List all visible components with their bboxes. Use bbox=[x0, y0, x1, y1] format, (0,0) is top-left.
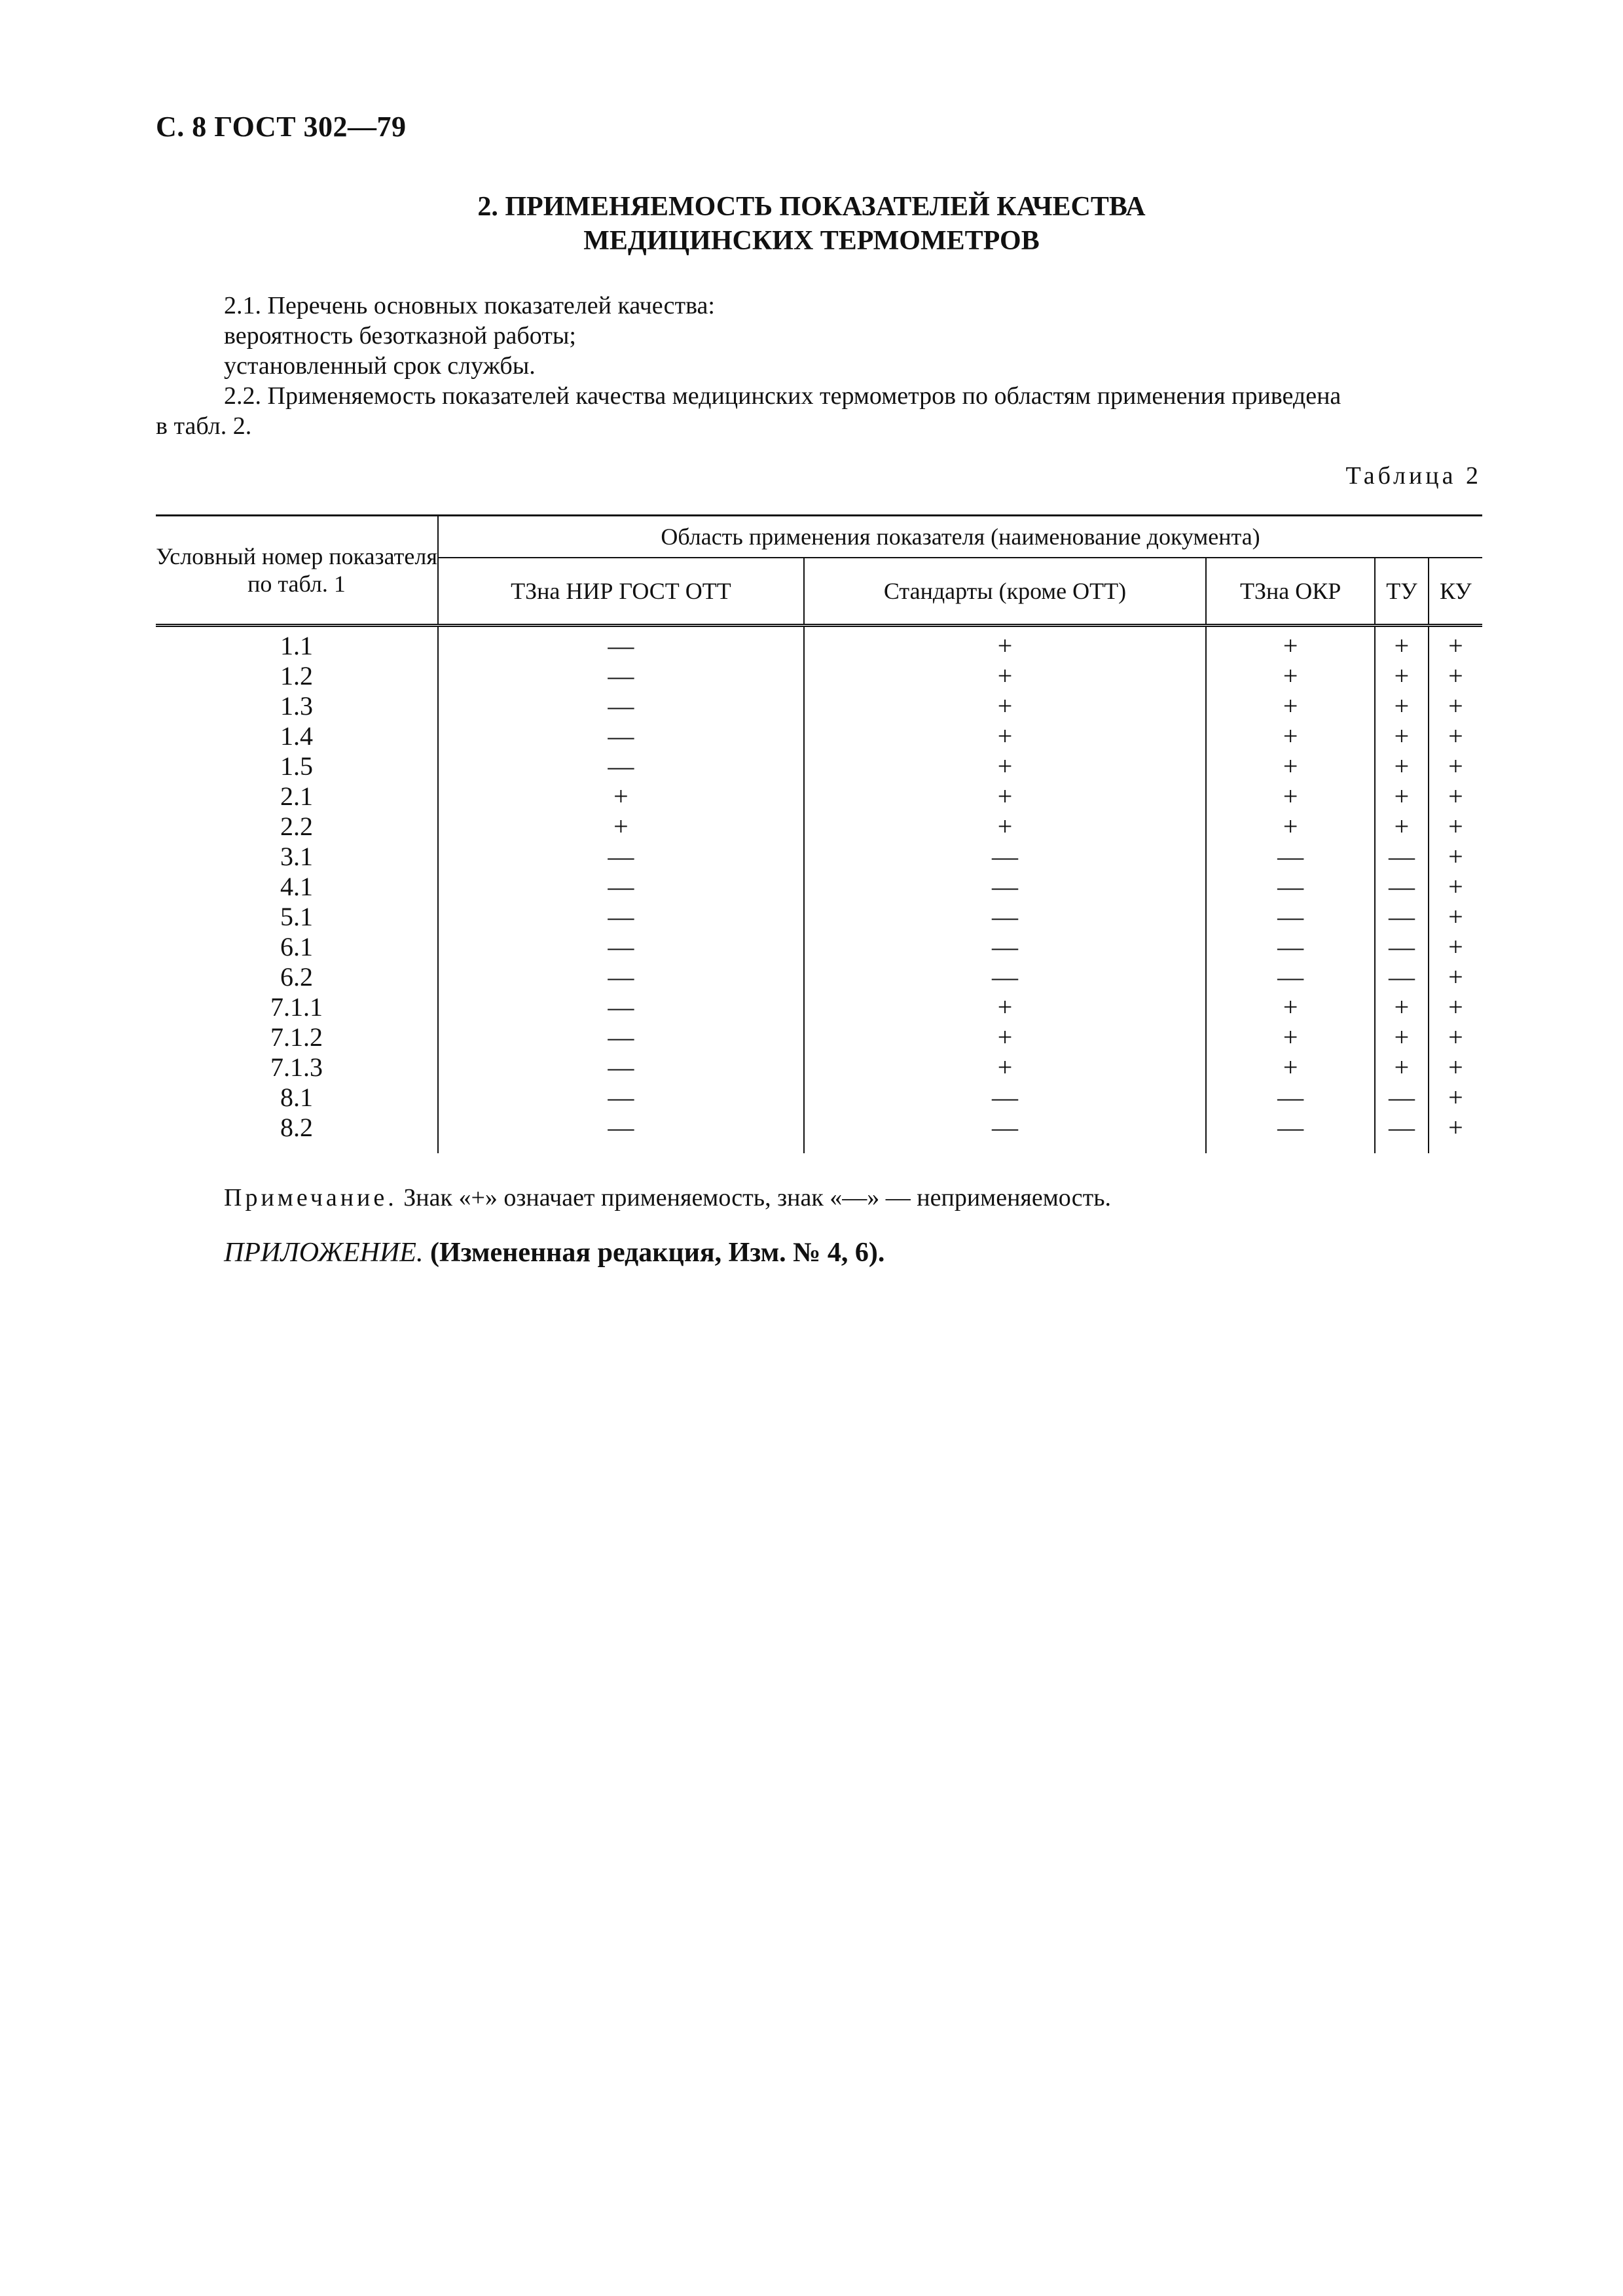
indicator-number-cell: 1.1 bbox=[280, 631, 313, 660]
applicability-cell: — bbox=[804, 932, 1206, 962]
appendix-reference bbox=[224, 1237, 884, 1268]
applicability-cell: + bbox=[804, 781, 1206, 812]
table-row bbox=[156, 691, 1482, 721]
applicability-cell: + bbox=[804, 751, 1206, 781]
paragraph-2-1-item-2: установленный срок службы. bbox=[224, 352, 536, 380]
applicability-cell: + bbox=[804, 1022, 1206, 1052]
indicator-number-cell: 2.2 bbox=[280, 812, 313, 841]
applicability-cell: — bbox=[1206, 932, 1375, 962]
applicability-cell: — bbox=[438, 626, 804, 662]
applicability-cell: + bbox=[1429, 872, 1482, 902]
applicability-cell: + bbox=[1429, 812, 1482, 842]
applicability-cell: + bbox=[1375, 992, 1429, 1022]
applicability-cell: — bbox=[438, 842, 804, 872]
table-row bbox=[156, 902, 1482, 932]
table-row bbox=[156, 962, 1482, 992]
applicability-cell: — bbox=[1206, 962, 1375, 992]
applicability-cell: — bbox=[438, 932, 804, 962]
applicability-cell: + bbox=[1429, 691, 1482, 721]
column-header: ТУ bbox=[1375, 558, 1429, 626]
table-row bbox=[156, 1022, 1482, 1052]
table-row bbox=[156, 721, 1482, 751]
applicability-cell: + bbox=[1375, 812, 1429, 842]
applicability-cell: — bbox=[1206, 902, 1375, 932]
indicator-number-cell: 1.5 bbox=[280, 751, 313, 781]
applicability-cell: — bbox=[438, 1113, 804, 1153]
indicator-number-cell: 1.3 bbox=[280, 691, 313, 721]
indicator-number-cell: 6.2 bbox=[280, 962, 313, 992]
applicability-cell: + bbox=[804, 626, 1206, 662]
applicability-cell: + bbox=[1429, 751, 1482, 781]
indicator-number-cell: 4.1 bbox=[280, 872, 313, 901]
table-row bbox=[156, 1113, 1482, 1153]
applicability-cell: + bbox=[1375, 661, 1429, 691]
applicability-cell: + bbox=[1429, 842, 1482, 872]
row-header: Условный номер показателя по табл. 1 bbox=[156, 516, 438, 626]
applicability-cell: — bbox=[1206, 1113, 1375, 1153]
table-row bbox=[156, 1083, 1482, 1113]
applicability-cell: — bbox=[804, 962, 1206, 992]
indicator-number-cell: 2.1 bbox=[280, 781, 313, 811]
applicability-cell: + bbox=[1429, 721, 1482, 751]
applicability-cell: — bbox=[1206, 842, 1375, 872]
applicability-cell: + bbox=[1429, 781, 1482, 812]
paragraph-2-1: 2.1. Перечень основных показателей качества: bbox=[224, 292, 715, 319]
indicator-number-cell: 8.2 bbox=[280, 1113, 313, 1142]
applicability-cell: — bbox=[438, 992, 804, 1022]
applicability-cell: + bbox=[1429, 1083, 1482, 1113]
indicator-number-cell: 7.1.1 bbox=[270, 992, 323, 1022]
applicability-cell: — bbox=[1375, 1083, 1429, 1113]
applicability-cell: + bbox=[1429, 1022, 1482, 1052]
indicator-number-cell: 8.1 bbox=[280, 1083, 313, 1112]
table-row bbox=[156, 872, 1482, 902]
applicability-cell: — bbox=[438, 1022, 804, 1052]
column-header: КУ bbox=[1429, 558, 1482, 626]
applicability-cell: + bbox=[804, 721, 1206, 751]
applicability-cell: + bbox=[1375, 1022, 1429, 1052]
applicability-cell: — bbox=[1375, 872, 1429, 902]
applicability-cell: + bbox=[1206, 751, 1375, 781]
indicator-number-cell: 1.2 bbox=[280, 661, 313, 691]
applicability-cell: + bbox=[1375, 1052, 1429, 1083]
applicability-cell: + bbox=[1206, 691, 1375, 721]
applicability-cell: + bbox=[1375, 781, 1429, 812]
appendix-label: ПРИЛОЖЕНИЕ. bbox=[224, 1238, 424, 1268]
appendix-text: (Измененная редакция, Изм. № 4, 6). bbox=[423, 1238, 885, 1268]
applicability-cell: — bbox=[438, 721, 804, 751]
applicability-cell: — bbox=[1375, 932, 1429, 962]
table-row bbox=[156, 812, 1482, 842]
note-text: Знак «+» означает применяемость, знак «—» — неприменяемость. bbox=[397, 1184, 1112, 1211]
applicability-cell: — bbox=[438, 661, 804, 691]
paragraph-2-1-item-1: вероятность безотказной работы; bbox=[224, 322, 576, 350]
paragraph-2-2: 2.2. Применяемость показателей качества медицинских термометров по областям применения приведена bbox=[224, 382, 1341, 410]
applicability-cell: + bbox=[804, 992, 1206, 1022]
applicability-cell: — bbox=[1375, 1113, 1429, 1153]
applicability-cell: + bbox=[804, 691, 1206, 721]
applicability-cell: — bbox=[438, 1052, 804, 1083]
applicability-cell: + bbox=[1206, 781, 1375, 812]
applicability-cell: — bbox=[1206, 1083, 1375, 1113]
applicability-cell: + bbox=[1206, 1022, 1375, 1052]
paragraph-2-2-continuation: в табл. 2. bbox=[156, 412, 252, 440]
table-row bbox=[156, 932, 1482, 962]
applicability-cell: + bbox=[1206, 812, 1375, 842]
applicability-cell: — bbox=[1375, 902, 1429, 932]
applicability-cell: + bbox=[1429, 1113, 1482, 1153]
applicability-cell: + bbox=[438, 812, 804, 842]
applicability-cell: — bbox=[438, 1083, 804, 1113]
applicability-cell: + bbox=[1429, 626, 1482, 662]
applicability-cell: + bbox=[1429, 902, 1482, 932]
applicability-cell: — bbox=[438, 751, 804, 781]
section-title bbox=[0, 190, 1623, 258]
applicability-cell: — bbox=[1375, 962, 1429, 992]
applicability-cell: — bbox=[804, 1083, 1206, 1113]
column-header: ТЗна НИР ГОСТ ОТТ bbox=[438, 558, 804, 626]
indicator-number-cell: 5.1 bbox=[280, 902, 313, 931]
applicability-cell: + bbox=[1375, 626, 1429, 662]
table-row bbox=[156, 1052, 1482, 1083]
table-row bbox=[156, 661, 1482, 691]
applicability-cell: — bbox=[438, 872, 804, 902]
applicability-cell: + bbox=[1429, 992, 1482, 1022]
applicability-cell: + bbox=[1429, 1052, 1482, 1083]
applicability-table bbox=[156, 514, 1482, 1153]
table-row bbox=[156, 751, 1482, 781]
applicability-cell: + bbox=[1375, 751, 1429, 781]
indicator-number-cell: 7.1.2 bbox=[270, 1022, 323, 1052]
indicator-number-cell: 7.1.3 bbox=[270, 1052, 323, 1082]
table-row bbox=[156, 781, 1482, 812]
applicability-cell: + bbox=[1375, 691, 1429, 721]
applicability-cell: + bbox=[1206, 626, 1375, 662]
applicability-cell: — bbox=[804, 902, 1206, 932]
table-row bbox=[156, 626, 1482, 662]
applicability-cell: + bbox=[1429, 661, 1482, 691]
applicability-cell: — bbox=[804, 872, 1206, 902]
applicability-cell: — bbox=[1206, 872, 1375, 902]
table-row bbox=[156, 842, 1482, 872]
applicability-cell: + bbox=[1206, 1052, 1375, 1083]
page-header: С. 8 ГОСТ 302—79 bbox=[156, 111, 407, 143]
applicability-cell: — bbox=[804, 1113, 1206, 1153]
section-title-line1: 2. ПРИМЕНЯЕМОСТЬ ПОКАЗАТЕЛЕЙ КАЧЕСТВА bbox=[477, 192, 1146, 222]
applicability-cell: — bbox=[804, 842, 1206, 872]
applicability-cell: + bbox=[1429, 932, 1482, 962]
table-note bbox=[224, 1183, 1111, 1212]
group-header: Область применения показателя (наименование документа) bbox=[438, 516, 1482, 558]
applicability-cell: — bbox=[438, 902, 804, 932]
indicator-number-cell: 1.4 bbox=[280, 721, 313, 751]
column-header: ТЗна ОКР bbox=[1206, 558, 1375, 626]
column-header: Стандарты (кроме ОТТ) bbox=[804, 558, 1206, 626]
applicability-cell: — bbox=[438, 962, 804, 992]
indicator-number-cell: 6.1 bbox=[280, 932, 313, 961]
applicability-cell: + bbox=[1429, 962, 1482, 992]
applicability-cell: + bbox=[1375, 721, 1429, 751]
table-row bbox=[156, 992, 1482, 1022]
section-title-line2: МЕДИЦИНСКИХ ТЕРМОМЕТРОВ bbox=[583, 226, 1040, 256]
applicability-cell: + bbox=[804, 812, 1206, 842]
table-label: Таблица 2 bbox=[1345, 462, 1482, 490]
applicability-cell: — bbox=[438, 691, 804, 721]
applicability-cell: + bbox=[1206, 721, 1375, 751]
table-body bbox=[156, 626, 1482, 1154]
applicability-cell: + bbox=[1206, 661, 1375, 691]
applicability-cell: — bbox=[1375, 842, 1429, 872]
applicability-cell: + bbox=[1206, 992, 1375, 1022]
applicability-cell: + bbox=[804, 1052, 1206, 1083]
applicability-cell: + bbox=[438, 781, 804, 812]
applicability-cell: + bbox=[804, 661, 1206, 691]
note-label: Примечание. bbox=[224, 1184, 397, 1211]
indicator-number-cell: 3.1 bbox=[280, 842, 313, 871]
